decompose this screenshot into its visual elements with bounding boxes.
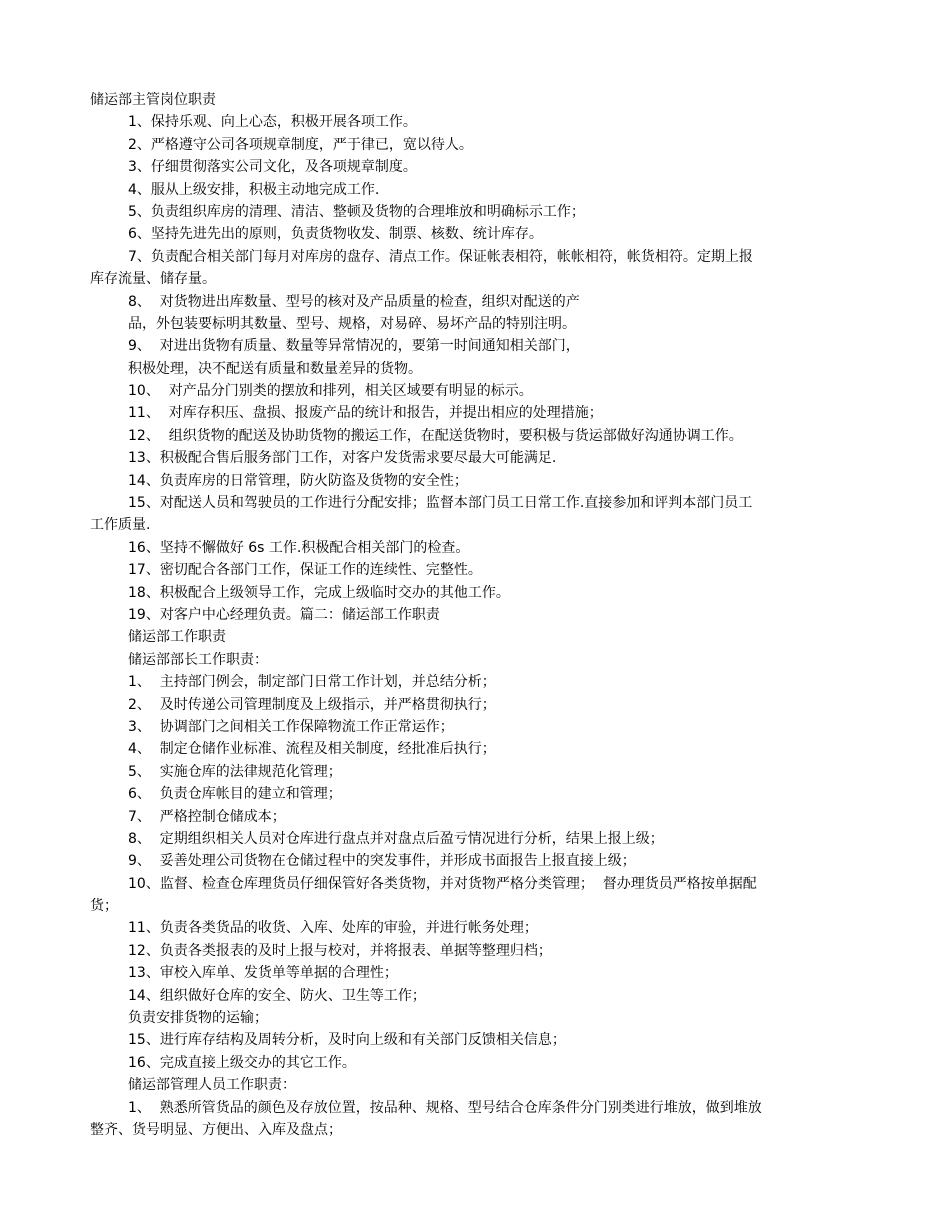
text-line: 2、严格遵守公司各项规章制度，严于律已，宽以待人。 <box>128 136 473 153</box>
text-line: 积极处理，决不配送有质量和数量差异的货物。 <box>128 360 422 377</box>
text-line: 19、对客户中心经理负责。篇二：储运部工作职责 <box>128 606 440 623</box>
text-line: 14、负责库房的日常管理，防火防盗及货物的安全性； <box>128 472 468 489</box>
text-line: 7、 严格控制仓储成本； <box>128 808 286 825</box>
text-line: 5、 实施仓库的法律规范化管理； <box>128 763 342 780</box>
text-line: 8、 定期组织相关人员对仓库进行盘点并对盘点后盈亏情况进行分析，结果上报上级； <box>128 830 664 847</box>
text-line: 18、积极配合上级领导工作，完成上级临时交办的其他工作。 <box>128 584 510 601</box>
text-line: 工作质量. <box>90 517 151 534</box>
text-line: 货； <box>90 898 118 915</box>
text-line: 17、密切配合各部门工作，保证工作的连续性、完整性。 <box>128 562 482 579</box>
text-line: 14、组织做好仓库的安全、防火、卫生等工作； <box>128 987 426 1004</box>
text-line: 储运部管理人员工作职责： <box>128 1077 296 1094</box>
text-line: 16、坚持不懈做好 6s 工作.积极配合相关部门的检查。 <box>128 539 470 556</box>
text-line: 储运部部长工作职责： <box>128 651 268 668</box>
text-line: 1、 熟悉所管货品的颜色及存放位置，按品种、规格、型号结合仓库条件分门别类进行堆放，做到堆放 <box>128 1099 762 1116</box>
text-line: 12、 组织货物的配送及协助货物的搬运工作，在配送货物时，要积极与货运部做好沟通协调工作。 <box>128 427 743 444</box>
text-line: 8、 对货物进出库数量、型号的核对及产品质量的检查，组织对配送的产 <box>128 293 580 310</box>
text-line: 12、负责各类报表的及时上报与校对，并将报表、单据等整理归档； <box>128 942 552 959</box>
document-title: 储运部主管岗位职责 <box>90 92 216 108</box>
text-line: 品，外包装要标明其数量、型号、规格，对易碎、易坏产品的特别注明。 <box>128 315 576 332</box>
text-line: 16、完成直接上级交办的其它工作。 <box>128 1054 356 1071</box>
text-line: 1、保持乐观、向上心态，积极开展各项工作。 <box>128 114 417 131</box>
text-line: 储运部工作职责 <box>128 629 226 646</box>
text-line: 6、 负责仓库帐目的建立和管理； <box>128 786 342 803</box>
text-line: 整齐、货号明显、方便出、入库及盘点； <box>90 1121 342 1138</box>
text-line: 负责安排货物的运输； <box>128 1010 268 1027</box>
text-line: 4、 制定仓储作业标准、流程及相关制度，经批准后执行； <box>128 741 496 758</box>
text-line: 13、审校入库单、发货单等单据的合理性； <box>128 965 398 982</box>
text-line: 库存流量、储存量。 <box>90 271 216 288</box>
text-line: 11、 对库存积压、盘损、报废产品的统计和报告，并提出相应的处理措施； <box>128 405 603 422</box>
text-line: 9、 妥善处理公司货物在仓储过程中的突发事件，并形成书面报告上报直接上级； <box>128 853 636 870</box>
text-line: 10、监督、检查仓库理货员仔细保管好各类货物，并对货物严格分类管理； 督办理货员严格按单据配 <box>128 875 757 892</box>
text-line: 6、坚持先进先出的原则，负责货物收发、制票、核数、统计库存。 <box>128 226 543 243</box>
text-line: 2、 及时传递公司管理制度及上级指示，并严格贯彻执行； <box>128 696 496 713</box>
text-line: 10、 对产品分门别类的摆放和排列，相关区域要有明显的标示。 <box>128 383 533 400</box>
text-line: 4、服从上级安排，积极主动地完成工作. <box>128 181 380 198</box>
text-line: 3、仔细贯彻落实公司文化，及各项规章制度。 <box>128 159 417 176</box>
text-line: 13、积极配合售后服务部门工作，对客户发货需求要尽最大可能满足. <box>128 450 557 467</box>
text-line: 15、进行库存结构及周转分析，及时向上级和有关部门反馈相关信息； <box>128 1032 566 1049</box>
text-line: 11、负责各类货品的收货、入库、处库的审验，并进行帐务处理； <box>128 920 538 937</box>
text-line: 9、 对进出货物有质量、数量等异常情况的，要第一时间通知相关部门， <box>128 338 580 355</box>
text-line: 15、对配送人员和驾驶员的工作进行分配安排；监督本部门员工日常工作.直接参加和评判本部门员工 <box>128 495 753 512</box>
text-line: 5、负责组织库房的清理、清洁、整顿及货物的合理堆放和明确标示工作； <box>128 203 585 220</box>
text-line: 1、 主持部门例会，制定部门日常工作计划，并总结分析； <box>128 674 496 691</box>
document-body <box>90 89 860 1141</box>
text-line: 7、负责配合相关部门每月对库房的盘存、清点工作。保证帐表相符，帐帐相符，帐货相符。定期上报 <box>128 248 753 265</box>
text-line: 3、 协调部门之间相关工作保障物流工作正常运作； <box>128 718 454 735</box>
